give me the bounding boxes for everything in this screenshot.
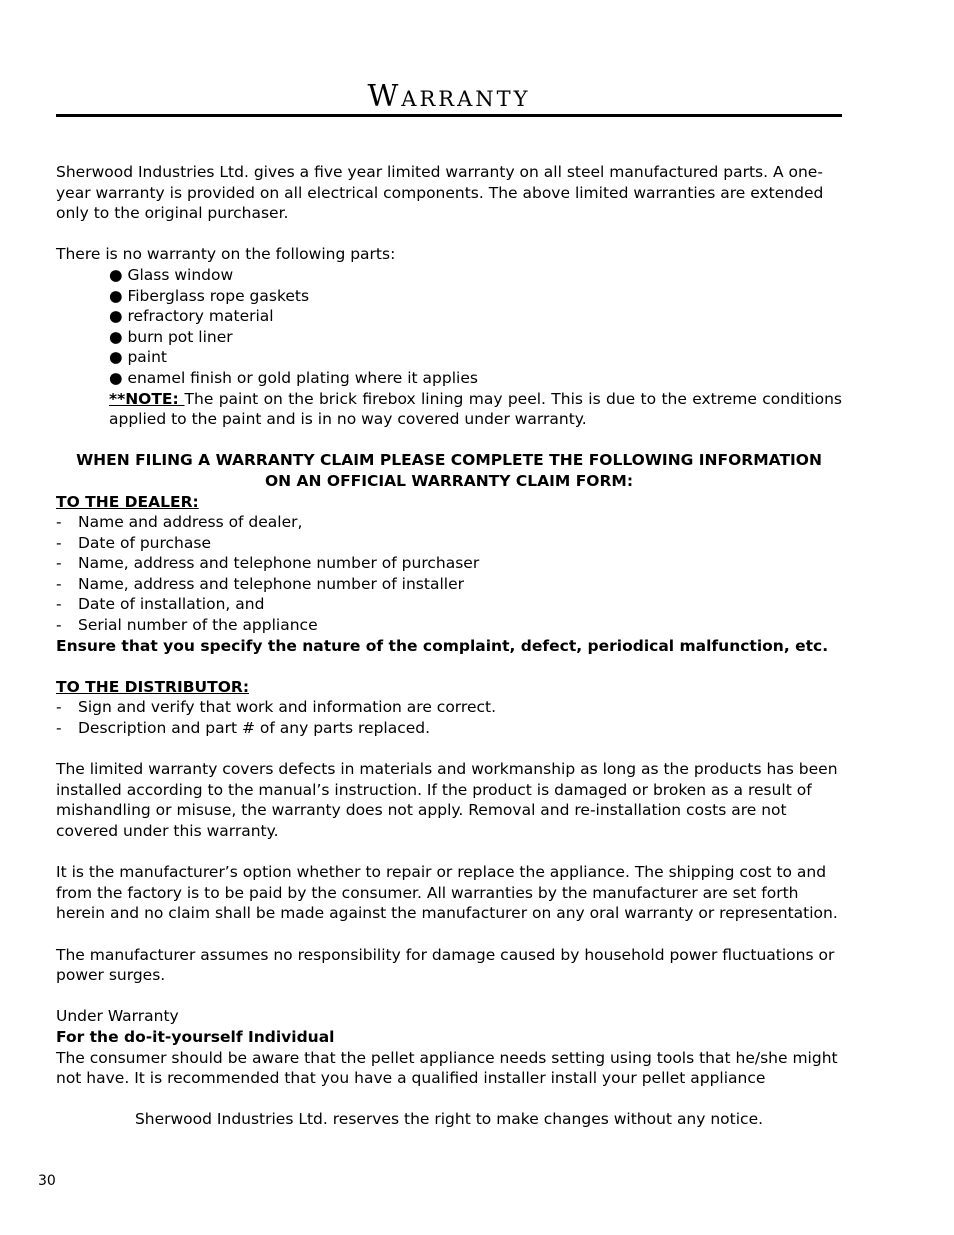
distributor-list [56, 697, 842, 738]
manufacturer-option-paragraph: It is the manufacturer’s option whether to repair or replace the appliance. The shipping cost to and from the factory is to be paid by the consumer. All warranties by the manufacturer are set forth herein and no claim shall be made against the manufacturer on any oral warranty or representation. [56, 863, 838, 923]
distributor-item: Description and part # of any parts replaced. [78, 719, 431, 738]
list-item [56, 553, 842, 574]
dealer-item: Date of installation, and [78, 595, 265, 614]
claim-heading-line1: WHEN FILING A WARRANTY CLAIM PLEASE COMPLETE THE FOLLOWING INFORMATION [76, 451, 822, 470]
power-paragraph: The manufacturer assumes no responsibility for damage caused by household power fluctuations or power surges. [56, 945, 835, 985]
dash-bullet: - [56, 616, 62, 635]
dash-bullet: - [56, 698, 62, 717]
list-item: ● enamel finish or gold plating where it applies [109, 368, 478, 387]
dealer-item: Date of purchase [78, 533, 211, 552]
distributor-heading: TO THE DISTRIBUTOR: [56, 677, 250, 696]
dash-bullet: - [56, 554, 62, 573]
list-item: ● Fiberglass rope gaskets [109, 286, 310, 305]
diy-heading: For the do-it-yourself Individual [56, 1027, 335, 1046]
list-item [56, 574, 842, 595]
page-title: Warranty [367, 79, 531, 114]
note-label: **NOTE: [109, 389, 185, 408]
page-number: 30 [38, 1173, 56, 1189]
list-item: ● refractory material [109, 307, 274, 326]
claim-heading-line2: ON AN OFFICIAL WARRANTY CLAIM FORM: [264, 471, 634, 490]
list-item [56, 533, 842, 554]
dash-bullet: - [56, 513, 62, 532]
list-item [56, 615, 842, 636]
list-item [56, 718, 842, 739]
title-rule [56, 114, 842, 117]
list-item: ● Glass window [109, 265, 234, 284]
intro-paragraph: Sherwood Industries Ltd. gives a five year limited warranty on all steel manufactured parts. A one-year warranty is provided on all electrical components. The above limited warranties are extended only to the original purchaser. [56, 163, 824, 223]
dash-bullet: - [56, 719, 62, 738]
list-item: ● paint [109, 348, 167, 367]
reserves-statement: Sherwood Industries Ltd. reserves the right to make changes without any notice. [134, 1110, 764, 1129]
list-item [56, 512, 842, 533]
no-warranty-heading: There is no warranty on the following parts: [56, 245, 396, 264]
dash-bullet: - [56, 595, 62, 614]
dealer-list [56, 512, 842, 636]
dealer-item: Serial number of the appliance [78, 616, 318, 635]
ensure-statement: Ensure that you specify the nature of the complaint, defect, periodical malfunction, etc. [56, 636, 829, 655]
list-item [56, 697, 842, 718]
list-item: ● burn pot liner [109, 327, 233, 346]
under-warranty-label: Under Warranty [56, 1007, 179, 1026]
note-text: The paint on the brick firebox lining may peel. This is due to the extreme conditions applied to the paint and is in no way covered under warranty. [109, 389, 842, 429]
list-item [56, 594, 842, 615]
distributor-item: Sign and verify that work and information are correct. [78, 698, 497, 717]
no-warranty-list [56, 265, 842, 430]
diy-paragraph: The consumer should be aware that the pellet appliance needs setting using tools that he/she might not have. It is recommended that you have a qualified installer install your pellet appliance [56, 1048, 838, 1088]
dealer-item: Name, address and telephone number of purchaser [78, 554, 480, 573]
content [56, 162, 842, 1130]
dealer-heading: TO THE DEALER: [56, 492, 199, 511]
dealer-item: Name, address and telephone number of installer [78, 574, 464, 593]
dash-bullet: - [56, 533, 62, 552]
dealer-item: Name and address of dealer, [78, 513, 303, 532]
paint-note [109, 389, 842, 430]
dash-bullet: - [56, 574, 62, 593]
limited-warranty-paragraph: The limited warranty covers defects in materials and workmanship as long as the products has been installed according to the manual’s instruction. If the product is damaged or broken as a result of mishandling or misuse, the warranty does not apply. Removal and re-installation costs are not covered under this warranty. [56, 760, 838, 840]
